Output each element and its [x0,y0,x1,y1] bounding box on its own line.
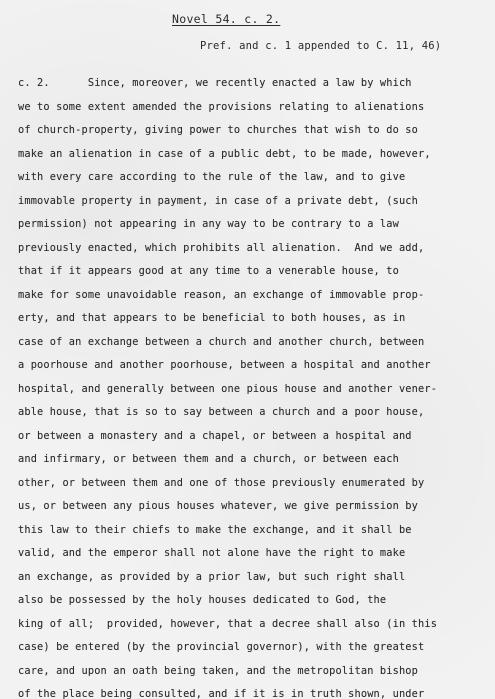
text-line: we to some extent amended the provisions relating to alienations [18,100,425,113]
text-line: case) be entered (by the provincial governor), with the greatest [18,641,425,653]
text-line: or between a monastery and a chapel, or between a hospital and [18,429,412,442]
document-heading: Novel 54. c. 2. [172,12,281,26]
text-line: valid, and the emperor shall not alone have the right to make [18,547,406,559]
text-line: erty, and that appears to be beneficial to both houses, as in [18,312,406,324]
text-line: a poorhouse and another poorhouse, between a hospital and another [18,359,431,371]
text-line: permission) not appearing in any way to be contrary to a law [18,218,399,230]
text-line: and infirmary, or between them and a church, or between each [18,453,399,465]
document-subheading: Pref. and c. 1 appended to C. 11, 46) [200,40,442,52]
text-line: previously enacted, which prohibits all alienation. And we add, [18,241,425,254]
text-line: other, or between them and one of those previously enumerated by [18,476,425,489]
text-line: an exchange, as provided by a prior law, but such right shall [18,570,406,583]
text-line: c. 2. Since, moreover, we recently enacted a law by which [18,77,412,89]
text-line: care, and upon an oath being taken, and the metropolitan bishop [18,664,419,677]
text-line: us, or between any pious houses whatever, we give permission by [18,500,419,512]
text-line: case of an exchange between a church and another church, between [18,335,425,348]
text-line: of the place being consulted, and if it is in truth shown, under [18,688,425,699]
text-line: also be possessed by the holy houses dedicated to God, the [18,594,387,606]
text-line: of church-property, giving power to churches that wish to do so [18,124,419,136]
text-line: make for some unavoidable reason, an exchange of immovable prop- [18,288,425,301]
text-line: this law to their chiefs to make the exchange, and it shall be [18,523,412,536]
text-line: with every care according to the rule of the law, and to give [18,171,406,183]
text-line: immovable property in payment, in case of a private debt, (such [18,194,419,207]
text-line: make an alienation in case of a public debt, to be made, however, [18,147,431,160]
text-line: hospital, and generally between one pious house and another vener- [18,382,438,395]
text-line: king of all; provided, however, that a decree shall also (in this [18,617,438,630]
text-line: able house, that is so to say between a church and a poor house, [18,406,425,418]
text-line: that if it appears good at any time to a venerable house, to [18,265,399,277]
document-body [18,72,488,699]
